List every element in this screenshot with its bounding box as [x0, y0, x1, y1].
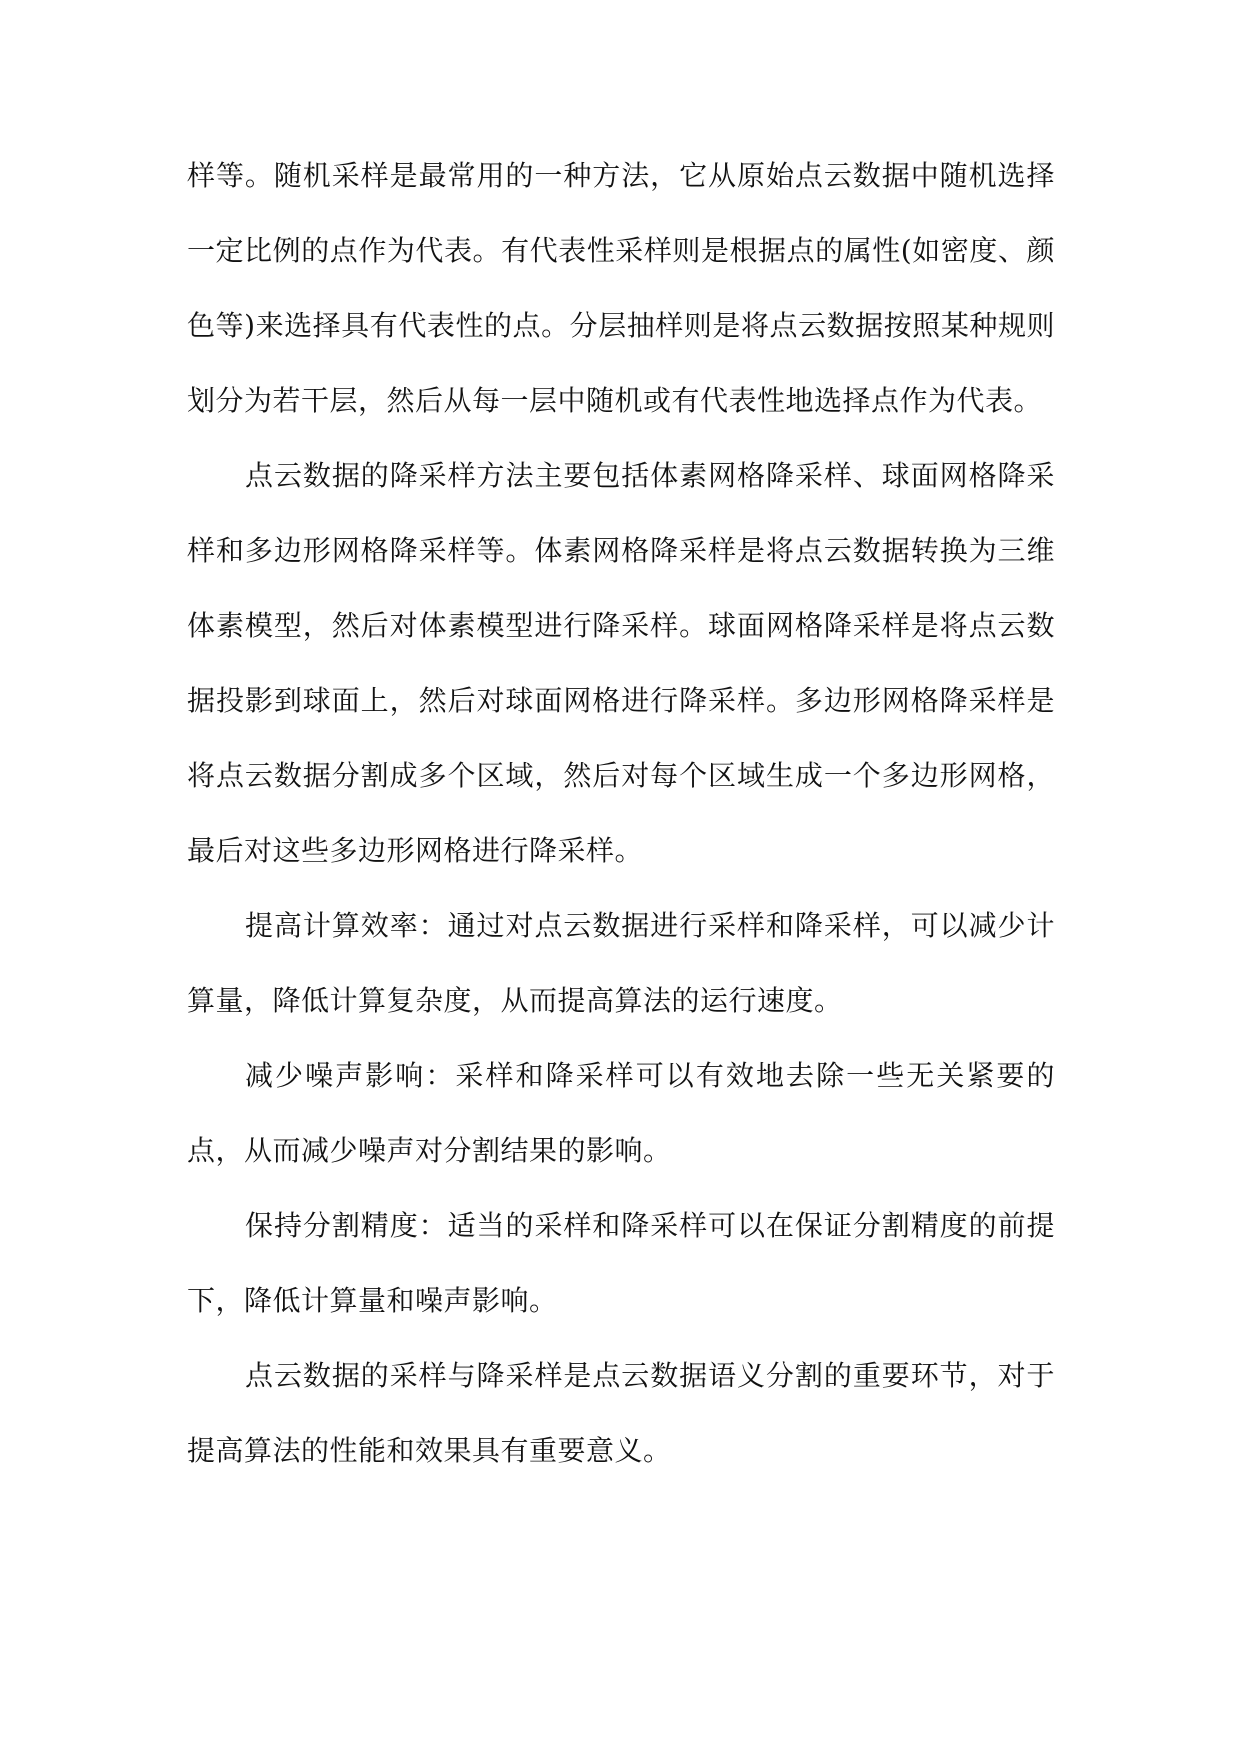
- paragraph-downsampling-methods: 点云数据的降采样方法主要包括体素网格降采样、球面网格降采样和多边形网格降采样等。体素网格降采样是将点云数据转换为三维体素模型，然后对体素模型进行降采样。球面网格降采样是将点云数据投影到球面上，然后对球面网格进行降采样。多边形网格降采样是将点云数据分割成多个区域，然后对每个区域生成一个多边形网格，最后对这些多边形网格进行降采样。: [187, 459, 1055, 867]
- paragraph-noise-reduction: 减少噪声影响：采样和降采样可以有效地去除一些无关紧要的点，从而减少噪声对分割结果的影响。: [187, 1059, 1055, 1167]
- paragraph-accuracy: 保持分割精度：适当的采样和降采样可以在保证分割精度的前提下，降低计算量和噪声影响。: [187, 1209, 1055, 1317]
- paragraph-efficiency: 提高计算效率：通过对点云数据进行采样和降采样，可以减少计算量，降低计算复杂度，从而提高算法的运行速度。: [187, 909, 1055, 1017]
- paragraph-conclusion: 点云数据的采样与降采样是点云数据语义分割的重要环节，对于提高算法的性能和效果具有重要意义。: [187, 1359, 1055, 1467]
- page-body: [187, 138, 1055, 1488]
- paragraph-sampling-methods: 样等。随机采样是最常用的一种方法，它从原始点云数据中随机选择一定比例的点作为代表。有代表性采样则是根据点的属性(如密度、颜色等)来选择具有代表性的点。分层抽样则是将点云数据按照某种规则划分为若干层，然后从每一层中随机或有代表性地选择点作为代表。: [187, 159, 1055, 417]
